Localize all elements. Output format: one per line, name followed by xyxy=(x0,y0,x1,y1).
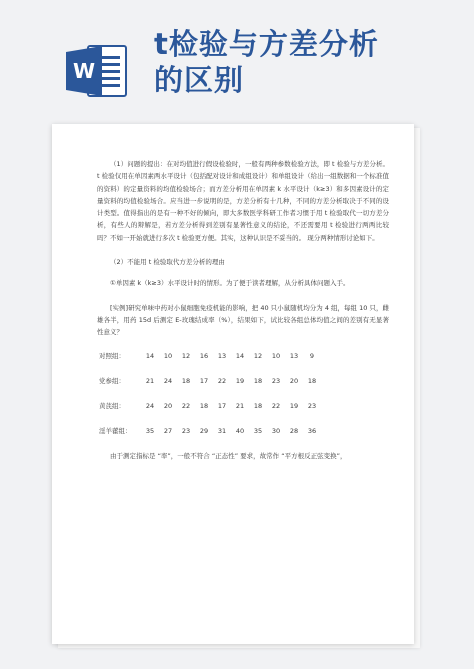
paragraph-reason-heading: （2）不能用 t 检验取代方差分析的理由 xyxy=(110,258,225,267)
row-value: 36 xyxy=(307,427,317,436)
row-value: 19 xyxy=(235,377,245,386)
row-value: 10 xyxy=(271,352,281,361)
row-value: 18 xyxy=(181,377,191,386)
row-label: 党参组： xyxy=(99,377,125,386)
row-value: 22 xyxy=(217,377,227,386)
row-value: 13 xyxy=(217,352,227,361)
row-value: 12 xyxy=(181,352,191,361)
row-value: 19 xyxy=(289,402,299,411)
row-value: 20 xyxy=(289,377,299,386)
row-value: 16 xyxy=(199,352,209,361)
paragraph-problem: （1）问题的提出：在对均值进行假设检验时，一般有两种参数检验方法，即 t 检验与方差分析。t 检验仅用在单因素两水平设计（包括配对设计和成组设计）和单组设计（给出一组数据和一个标准值的资料）的定量资料的均值检验场合；而方差分析用在单因素 k 水平设计（k≥3）和多因素设计的定量资料的均值检验场合。应当进一步说明的是，方差分析有十几种，不同的方差分析取决于不同的设计类型。值得指出的是有一种不好的倾向，即大多数医学科研工作者习惯于用 t 检验取代一切方差分析，有些人的辩解是，若方差分析得到差别有显著性意义的结论，不还需要用 t 检验进行两两比较吗？不如一开始就进行多次 t 检验更方便。其实，这种认识是不妥当的。 现分两种情形讨论如下。 xyxy=(97,160,389,242)
row-value: 28 xyxy=(289,427,299,436)
row-value: 23 xyxy=(181,427,191,436)
title-line-1: t检验与方差分析 xyxy=(154,27,379,61)
row-value: 10 xyxy=(163,352,173,361)
data-row-astragalus xyxy=(99,401,389,413)
row-label: 黄芪组： xyxy=(99,402,125,411)
row-value: 21 xyxy=(235,402,245,411)
data-row-codonopsis xyxy=(99,376,389,388)
row-value: 30 xyxy=(271,427,281,436)
row-value: 21 xyxy=(145,377,155,386)
data-row-epimedium xyxy=(99,426,389,438)
row-value: 13 xyxy=(289,352,299,361)
data-row-control xyxy=(99,351,389,363)
title-line-2: 的区别 xyxy=(154,63,245,97)
paragraph-single-factor: ①单因素 k（k≥3）水平设计时的情形。为了便于读者理解，从分析具体问题入手。 xyxy=(110,279,350,288)
document-header xyxy=(0,0,474,118)
document-title xyxy=(154,26,379,98)
row-value: 20 xyxy=(163,402,173,411)
row-value: 14 xyxy=(145,352,155,361)
row-label: 淫羊藿组： xyxy=(99,427,132,436)
row-value: 35 xyxy=(145,427,155,436)
document-page xyxy=(52,124,414,644)
document-body xyxy=(97,158,389,462)
row-value: 9 xyxy=(309,352,315,361)
row-value: 35 xyxy=(253,427,263,436)
row-value: 24 xyxy=(145,402,155,411)
row-value: 18 xyxy=(253,377,263,386)
row-value: 29 xyxy=(199,427,209,436)
row-value: 17 xyxy=(199,377,209,386)
svg-text:W: W xyxy=(72,59,96,83)
row-value: 14 xyxy=(235,352,245,361)
row-value: 22 xyxy=(271,402,281,411)
row-value: 17 xyxy=(217,402,227,411)
row-label: 对照组： xyxy=(99,352,125,361)
row-value: 24 xyxy=(163,377,173,386)
paragraph-transform: 由于测定指标是 “率”，一般不符合 “正态性” 要求，故常作 “平方根反正弦变换”， xyxy=(110,451,347,460)
row-value: 40 xyxy=(235,427,245,436)
row-value: 31 xyxy=(217,427,227,436)
row-value: 23 xyxy=(307,402,317,411)
row-value: 18 xyxy=(307,377,317,386)
row-value: 22 xyxy=(181,402,191,411)
row-value: 18 xyxy=(253,402,263,411)
row-value: 27 xyxy=(163,427,173,436)
row-value: 18 xyxy=(199,402,209,411)
row-value: 12 xyxy=(253,352,263,361)
word-document-icon xyxy=(66,44,128,98)
paragraph-example: [实例]研究单味中药对小鼠细胞免疫机能的影响，把 40 只小鼠随机均分为 4 组，每组 10 只，雌雄各半，用药 15d 后测定 E-玫瑰结成率（%），结果如下，试比较各组总体均值之间的差别有无显著性意义？ xyxy=(97,303,389,337)
row-value: 23 xyxy=(271,377,281,386)
